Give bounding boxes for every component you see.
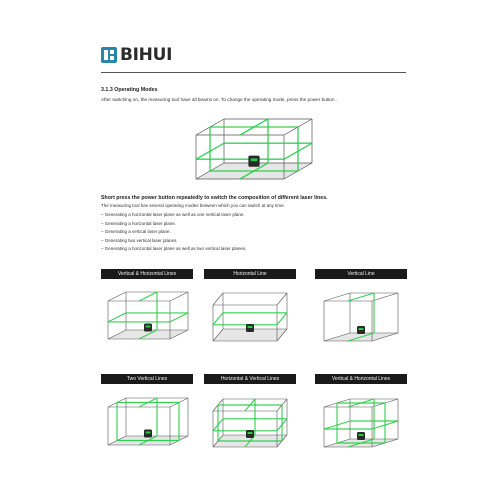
laser-window-icon bbox=[248, 432, 253, 434]
mode-illustration bbox=[203, 393, 297, 455]
section-title: 3.1.3 Operating Modes bbox=[101, 87, 158, 93]
horizontal-laser-line bbox=[277, 313, 287, 325]
mode-label: Vertical & Horizontal Lines bbox=[315, 374, 407, 384]
mode-label: Vertical Line bbox=[315, 269, 407, 279]
room-edge-9 bbox=[372, 293, 398, 301]
vertical-laser-line bbox=[348, 293, 374, 301]
mode-illustration bbox=[314, 287, 408, 349]
list-item: – Generating a horizontal laser plane as well as one vertical laser plane. bbox=[101, 212, 245, 217]
laser-device-icon bbox=[248, 156, 259, 167]
room-edge-8 bbox=[324, 293, 350, 301]
laser-window-icon bbox=[146, 432, 151, 434]
room-edge-9 bbox=[277, 293, 287, 305]
room-edge-8 bbox=[108, 292, 126, 301]
laser-window-icon bbox=[359, 328, 364, 330]
mode-label: Two Vertical Lines bbox=[101, 374, 193, 384]
mode-illustration bbox=[100, 393, 194, 455]
horizontal-laser-line bbox=[213, 313, 223, 325]
mode-label: Horizontal & Vertical Lines bbox=[204, 374, 296, 384]
laser-window-icon bbox=[146, 326, 151, 328]
list-item: – Generating a vertical laser plane. bbox=[101, 229, 171, 235]
mode-illustration bbox=[314, 393, 408, 455]
hero-laser-illustration bbox=[190, 115, 320, 185]
room-edge-9 bbox=[170, 292, 188, 301]
list-item: – Generating a horizontal laser plane as well as two vertical laser planes. bbox=[101, 246, 247, 252]
operating-intro: The measuring tool has several operating modes between which you can switch at any time. bbox=[101, 203, 285, 208]
mode-illustration bbox=[100, 287, 194, 349]
room-edge-8 bbox=[213, 293, 223, 305]
list-item: – Generating a horizontal laser plane. bbox=[101, 220, 177, 226]
bihui-logo-icon bbox=[101, 47, 117, 63]
operating-mode-list bbox=[101, 211, 246, 254]
laser-window-icon bbox=[248, 326, 253, 328]
horizontal-laser-line bbox=[170, 313, 188, 322]
section-intro: After switching on, the measuring tool have all beams on. To change the operating mode, press the power button . bbox=[101, 97, 338, 102]
laser-window-icon bbox=[251, 158, 258, 161]
brand-name: BIHUI bbox=[120, 45, 173, 65]
laser-window-icon bbox=[359, 434, 364, 436]
horizontal-laser-line bbox=[108, 313, 126, 322]
mode-label: Horizontal Line bbox=[204, 269, 296, 279]
vertical-laser-line bbox=[139, 292, 157, 301]
brand-logo bbox=[101, 47, 172, 63]
mode-illustration bbox=[203, 287, 297, 349]
mode-label: Vertical & Horizontal Lines bbox=[101, 269, 193, 279]
header-divider bbox=[101, 72, 406, 73]
operating-heading: Short press the power button repeatedly to switch the composition of different laser lines. bbox=[101, 195, 328, 201]
list-item: – Generating two vertical laser planes. bbox=[101, 237, 178, 243]
